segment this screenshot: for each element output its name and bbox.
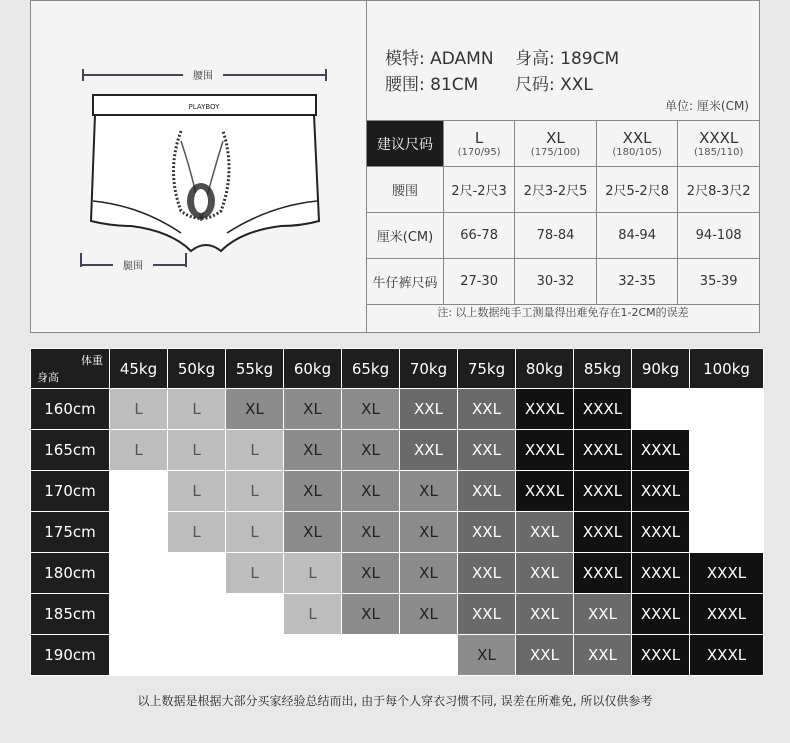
size-cell: XXXL (632, 553, 690, 594)
size-cell: 32-35 (596, 259, 678, 305)
size-cell: XL (284, 389, 342, 430)
size-cell: XXL (458, 594, 516, 635)
size-cell: 2尺8-3尺2 (678, 167, 760, 213)
size-cell: 30-32 (515, 259, 597, 305)
size-cell: XXXL (632, 512, 690, 553)
brand-label: PLAYBOY (188, 103, 220, 111)
size-cell: XXL (574, 594, 632, 635)
size-header: 建议尺码 (367, 121, 444, 167)
leg-measure-label: 腿围 (123, 261, 143, 272)
weight-header: 80kg (516, 349, 574, 389)
size-cell: XXXL (690, 594, 764, 635)
weight-header: 65kg (342, 349, 400, 389)
size-cell: 27-30 (444, 259, 515, 305)
size-cell (226, 594, 284, 635)
size-cell (110, 512, 168, 553)
boxer-brief-icon (31, 1, 366, 332)
size-cell: XXXL (574, 553, 632, 594)
weight-axis-label: 体重 (81, 354, 103, 367)
height-header: 170cm (31, 471, 110, 512)
size-cell: XXXL (516, 389, 574, 430)
height-axis-label: 身高 (37, 371, 59, 384)
size-cell: L (168, 512, 226, 553)
size-col: XXL (180/105) (596, 121, 678, 167)
height-header: 185cm (31, 594, 110, 635)
size-cell: XL (226, 389, 284, 430)
size-cell: XL (342, 471, 400, 512)
size-cell (168, 635, 226, 676)
row-label: 腰围 (367, 167, 444, 213)
size-cell: XL (284, 512, 342, 553)
model-size: 尺码: XXL (515, 75, 593, 95)
size-cell (226, 635, 284, 676)
size-cell: XXL (516, 635, 574, 676)
size-cell: XXXL (574, 389, 632, 430)
size-cell (110, 471, 168, 512)
height-header: 175cm (31, 512, 110, 553)
size-cell: XXL (458, 471, 516, 512)
size-cell (342, 635, 400, 676)
size-cell: XL (400, 471, 458, 512)
size-cell: XXXL (632, 635, 690, 676)
size-col: XXXL (185/110) (678, 121, 760, 167)
size-cell: XXXL (690, 635, 764, 676)
size-cell: XXL (516, 512, 574, 553)
size-cell: XXXL (632, 594, 690, 635)
size-cell: XXL (458, 389, 516, 430)
height-header: 180cm (31, 553, 110, 594)
size-cell: L (284, 553, 342, 594)
size-cell: L (110, 389, 168, 430)
size-cell (690, 512, 764, 553)
size-cell: XL (284, 430, 342, 471)
weight-header: 55kg (226, 349, 284, 389)
model-waist: 腰围: 81CM (385, 75, 479, 95)
size-cell: XXXL (632, 471, 690, 512)
size-cell (690, 471, 764, 512)
size-cell: 94-108 (678, 213, 760, 259)
measurement-note: 注: 以上数据纯手工测量得出难免存在1-2CM的误差 (437, 306, 689, 319)
model-name: 模特: ADAMN (385, 49, 494, 69)
size-cell: XXXL (516, 430, 574, 471)
size-cell: L (226, 512, 284, 553)
size-cell (284, 635, 342, 676)
size-cell: XL (342, 430, 400, 471)
weight-header: 50kg (168, 349, 226, 389)
size-cell: L (226, 553, 284, 594)
size-cell: XL (342, 594, 400, 635)
footer-disclaimer: 以上数据是根据大部分买家经验总结而出, 由于每个人穿衣习惯不同, 误差在所难免, 所以仅供参考 (137, 694, 653, 708)
size-cell: XL (284, 471, 342, 512)
size-cell: XL (342, 553, 400, 594)
weight-header: 85kg (574, 349, 632, 389)
size-cell: 84-94 (596, 213, 678, 259)
size-cell: XL (342, 512, 400, 553)
size-cell (690, 430, 764, 471)
size-cell: XXXL (574, 430, 632, 471)
row-label: 厘米(CM) (367, 213, 444, 259)
waist-measure-label: 腰围 (193, 71, 213, 82)
weight-header: 60kg (284, 349, 342, 389)
size-cell: 66-78 (444, 213, 515, 259)
grid-row (31, 471, 764, 512)
size-cell: 78-84 (515, 213, 597, 259)
size-cell: 2尺5-2尺8 (596, 167, 678, 213)
weight-header: 45kg (110, 349, 168, 389)
underwear-illustration (31, 1, 367, 332)
size-cell (168, 594, 226, 635)
size-cell: L (168, 430, 226, 471)
size-cell (110, 635, 168, 676)
size-cell: L (110, 430, 168, 471)
height-header: 190cm (31, 635, 110, 676)
size-cell: 2尺3-2尺5 (515, 167, 597, 213)
size-cell: L (284, 594, 342, 635)
size-col: L (170/95) (444, 121, 515, 167)
model-height: 身高: 189CM (515, 49, 620, 69)
size-cell (400, 635, 458, 676)
size-cell: XXL (458, 430, 516, 471)
grid-row (31, 594, 764, 635)
height-header: 165cm (31, 430, 110, 471)
size-cell: L (226, 430, 284, 471)
grid-corner (31, 349, 110, 389)
size-cell: XL (400, 553, 458, 594)
size-cell: XXL (400, 430, 458, 471)
size-cell (632, 389, 690, 430)
size-cell (110, 594, 168, 635)
size-cell: XXL (400, 389, 458, 430)
height-header: 160cm (31, 389, 110, 430)
size-col: XL (175/100) (515, 121, 597, 167)
size-cell (110, 553, 168, 594)
weight-header: 70kg (400, 349, 458, 389)
size-cell: L (168, 471, 226, 512)
size-cell: XL (400, 512, 458, 553)
size-cell: XXXL (690, 553, 764, 594)
grid-row (31, 430, 764, 471)
size-cell: XL (458, 635, 516, 676)
unit-label: 单位: 厘米(CM) (665, 99, 749, 113)
size-cell: XXL (516, 594, 574, 635)
weight-header: 90kg (632, 349, 690, 389)
size-cell: XXXL (574, 471, 632, 512)
size-cell: XXXL (574, 512, 632, 553)
grid-row (31, 512, 764, 553)
grid-row (31, 553, 764, 594)
weight-header: 75kg (458, 349, 516, 389)
size-info-panel (30, 0, 760, 333)
size-cell: XXL (574, 635, 632, 676)
size-cell: L (168, 389, 226, 430)
grid-row (31, 389, 764, 430)
size-cell: XXXL (632, 430, 690, 471)
size-chart-table (366, 120, 760, 305)
size-cell: XXXL (516, 471, 574, 512)
size-cell: 35-39 (678, 259, 760, 305)
row-label: 牛仔裤尺码 (367, 259, 444, 305)
size-cell: L (226, 471, 284, 512)
size-cell (168, 553, 226, 594)
size-cell: XXL (458, 512, 516, 553)
size-cell: XXL (516, 553, 574, 594)
grid-row (31, 635, 764, 676)
height-weight-grid (30, 348, 764, 676)
size-cell: XL (400, 594, 458, 635)
size-cell: XL (342, 389, 400, 430)
size-cell: 2尺-2尺3 (444, 167, 515, 213)
model-info (385, 46, 619, 98)
size-cell: XXL (458, 553, 516, 594)
weight-header: 100kg (690, 349, 764, 389)
size-cell (690, 389, 764, 430)
